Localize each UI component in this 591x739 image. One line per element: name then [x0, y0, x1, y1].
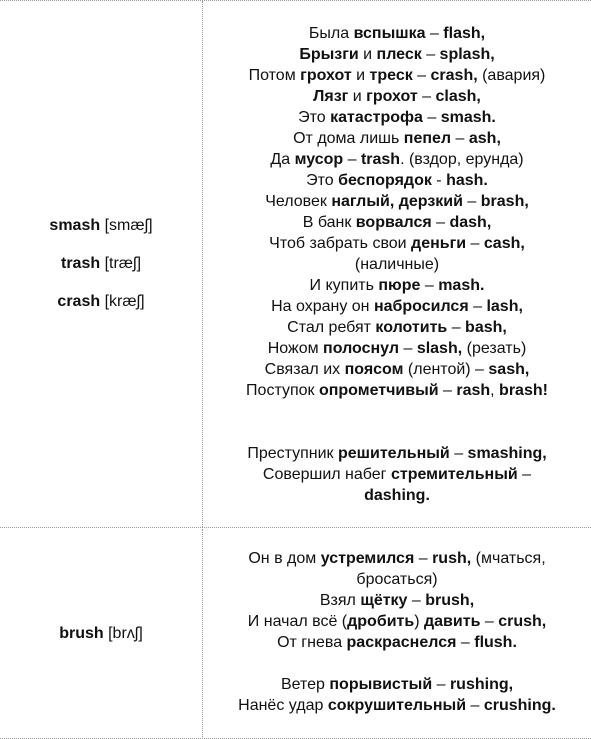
- highlighted-word: грохот: [366, 88, 418, 105]
- poem-text: и: [348, 88, 367, 105]
- words-cell: [0, 529, 203, 739]
- words-cell: [0, 1, 203, 527]
- highlighted-word: устремился: [320, 550, 415, 567]
- highlighted-word: brush,: [425, 592, 475, 609]
- poem-line: [203, 464, 591, 485]
- highlighted-word: плеск: [376, 46, 422, 63]
- poem-text: –: [462, 193, 481, 210]
- highlighted-word: mash.: [438, 277, 485, 294]
- poem-text: –: [468, 298, 487, 315]
- poem-line: [203, 359, 591, 380]
- highlighted-word: hash.: [446, 172, 488, 189]
- poem-text: Это: [306, 172, 339, 189]
- poem-text: –: [432, 676, 450, 693]
- highlighted-word: опрометчивый: [318, 382, 439, 399]
- poem-text: –: [466, 697, 484, 714]
- poem-line: [203, 611, 591, 632]
- vocab-transcription: [smæʃ]: [104, 217, 153, 234]
- poem-text: Это: [298, 109, 331, 126]
- highlighted-word: crushing.: [483, 697, 556, 714]
- poem-text: –: [456, 634, 475, 651]
- poem-text: бросаться): [356, 571, 438, 588]
- poem-line: [203, 86, 591, 107]
- poem-text: (лентой) –: [403, 361, 489, 378]
- poem-text: . (вздор, ерунда): [400, 151, 524, 168]
- vocab-word: trash: [60, 255, 101, 272]
- poem-text: ,: [490, 382, 500, 399]
- highlighted-word: порывистый: [329, 676, 433, 693]
- poem-text: -: [431, 172, 447, 189]
- poem-line: [203, 338, 591, 359]
- highlighted-word: полоснул: [323, 340, 400, 357]
- highlighted-word: lash,: [486, 298, 523, 315]
- table-row: [0, 529, 591, 739]
- vocab-transcription: [kræʃ]: [104, 293, 145, 310]
- highlighted-word: наглый, дерзкий: [331, 193, 463, 210]
- poem-line: [203, 23, 591, 44]
- highlighted-word: стремительный: [390, 466, 518, 483]
- poem-text: –: [480, 613, 499, 630]
- highlighted-word: деньги: [411, 235, 467, 252]
- highlighted-word: давить: [424, 613, 481, 630]
- poem-text: И начал всё (: [247, 613, 348, 630]
- highlighted-word: smash.: [440, 109, 496, 126]
- poem-text: –: [421, 46, 440, 63]
- highlighted-word: flash,: [443, 25, 486, 42]
- vocab-word: crash: [57, 293, 101, 310]
- poem-text: Он в дом: [248, 550, 321, 567]
- poem-text: –: [431, 214, 450, 231]
- highlighted-word: clash,: [435, 88, 481, 105]
- poem-line: [203, 380, 591, 401]
- poem-line: [203, 590, 591, 611]
- poem-text: Совершил набег: [262, 466, 391, 483]
- poem-text: Преступник: [247, 445, 338, 462]
- poem-text: –: [414, 550, 433, 567]
- poem-text: На охрану он: [271, 298, 374, 315]
- poem-text: –: [399, 340, 417, 357]
- poem-text: И купить: [309, 277, 379, 294]
- highlighted-word: раскраснелся: [346, 634, 457, 651]
- poem-text: (авария): [477, 67, 546, 84]
- highlighted-word: brash!: [499, 382, 548, 399]
- poem-cell: [203, 529, 591, 739]
- highlighted-word: dashing.: [364, 487, 430, 504]
- vocab-transcription: [brʌʃ]: [108, 625, 143, 642]
- poem-text: (наличные): [354, 256, 440, 273]
- poem-text: Нанёс удар: [238, 697, 328, 714]
- highlighted-word: brash,: [480, 193, 529, 210]
- vocab-word-entry: [57, 293, 144, 311]
- table-row: [0, 1, 591, 528]
- highlighted-word: мусор: [294, 151, 344, 168]
- poem-line: [203, 317, 591, 338]
- poem-line: [203, 485, 591, 506]
- vocab-word-entry: [61, 255, 141, 273]
- poem-text: –: [407, 592, 426, 609]
- highlighted-word: сокрушительный: [327, 697, 467, 714]
- poem-text: и: [351, 67, 370, 84]
- highlighted-word: ash,: [468, 130, 501, 147]
- poem-text: –: [420, 277, 439, 294]
- poem-line: [203, 275, 591, 296]
- highlighted-word: беспорядок: [338, 172, 432, 189]
- highlighted-word: катастрофа: [330, 109, 423, 126]
- highlighted-word: rash: [456, 382, 491, 399]
- poem-text: Поступок: [246, 382, 319, 399]
- vocab-word: brush: [59, 625, 104, 642]
- highlighted-word: crash,: [430, 67, 478, 84]
- poem-line: [203, 695, 591, 716]
- poem-line: [203, 107, 591, 128]
- poem-text: (резать): [462, 340, 527, 357]
- poem-text: В банк: [302, 214, 356, 231]
- poem-text: Стал ребят: [287, 319, 376, 336]
- poem-text: (мчаться,: [471, 550, 546, 567]
- highlighted-word: crush,: [498, 613, 547, 630]
- poem-text: –: [343, 151, 361, 168]
- poem-line: [203, 296, 591, 317]
- poem-text: –: [425, 25, 444, 42]
- highlighted-word: Лязг: [313, 88, 349, 105]
- highlighted-word: rushing,: [449, 676, 514, 693]
- poem-text: –: [517, 466, 532, 483]
- highlighted-word: грохот: [300, 67, 352, 84]
- poem-text: Человек: [265, 193, 332, 210]
- highlighted-word: ворвался: [355, 214, 432, 231]
- poem-text: –: [422, 109, 441, 126]
- poem-text: –: [417, 88, 436, 105]
- highlighted-word: splash,: [439, 46, 495, 63]
- highlighted-word: пепел: [403, 130, 452, 147]
- stanza-gap: [203, 401, 591, 443]
- poem-line: [203, 191, 591, 212]
- poem-text: Да: [270, 151, 295, 168]
- poem-text: Взял: [319, 592, 361, 609]
- poem-text: ): [414, 613, 424, 630]
- poem-text: –: [451, 130, 469, 147]
- poem-text: –: [412, 67, 431, 84]
- highlighted-word: smashing,: [467, 445, 547, 462]
- poem-text: –: [449, 445, 468, 462]
- poem-line: [203, 149, 591, 170]
- highlighted-word: колотить: [375, 319, 448, 336]
- poem-text: Ножом: [267, 340, 324, 357]
- poem-line: [203, 569, 591, 590]
- poem-line: [203, 44, 591, 65]
- poem-text: Связал их: [264, 361, 345, 378]
- highlighted-word: rush,: [432, 550, 472, 567]
- poem-line: [203, 233, 591, 254]
- highlighted-word: Брызги: [299, 46, 359, 63]
- highlighted-word: flush.: [474, 634, 517, 651]
- poem-text: –: [438, 382, 457, 399]
- vocab-transcription: [træʃ]: [104, 255, 142, 272]
- poem-text: –: [447, 319, 466, 336]
- poem-line: [203, 65, 591, 86]
- highlighted-word: trash: [360, 151, 401, 168]
- highlighted-word: вспышка: [353, 25, 426, 42]
- vocab-word-entry: [59, 625, 143, 643]
- vocab-word-entry: [49, 217, 152, 235]
- highlighted-word: треск: [369, 67, 413, 84]
- poem-text: Чтоб забрать свои: [269, 235, 412, 252]
- highlighted-word: cash,: [483, 235, 525, 252]
- highlighted-word: щётку: [360, 592, 408, 609]
- highlighted-word: dash,: [449, 214, 492, 231]
- highlighted-word: slash,: [416, 340, 463, 357]
- poem-line: [203, 170, 591, 191]
- highlighted-word: решительный: [338, 445, 450, 462]
- poem-line: [203, 212, 591, 233]
- poem-text: Потом: [248, 67, 301, 84]
- poem-text: От дома лишь: [293, 130, 404, 147]
- poem-text: Ветер: [280, 676, 330, 693]
- poem-text: и: [358, 46, 377, 63]
- poem-line: [203, 128, 591, 149]
- poem-line: [203, 443, 591, 464]
- vocab-word: smash: [49, 217, 101, 234]
- stanza-gap: [203, 653, 591, 674]
- highlighted-word: пюре: [378, 277, 421, 294]
- highlighted-word: набросился: [373, 298, 469, 315]
- highlighted-word: sash,: [488, 361, 530, 378]
- highlighted-word: bash,: [465, 319, 507, 336]
- poem-line: [203, 632, 591, 653]
- poem-line: [203, 254, 591, 275]
- poem-line: [203, 674, 591, 695]
- highlighted-word: дробить: [347, 613, 415, 630]
- poem-text: От гнева: [277, 634, 347, 651]
- highlighted-word: поясом: [344, 361, 404, 378]
- poem-text: –: [466, 235, 484, 252]
- poem-text: Была: [308, 25, 354, 42]
- poem-cell: [203, 1, 591, 527]
- poem-line: [203, 548, 591, 569]
